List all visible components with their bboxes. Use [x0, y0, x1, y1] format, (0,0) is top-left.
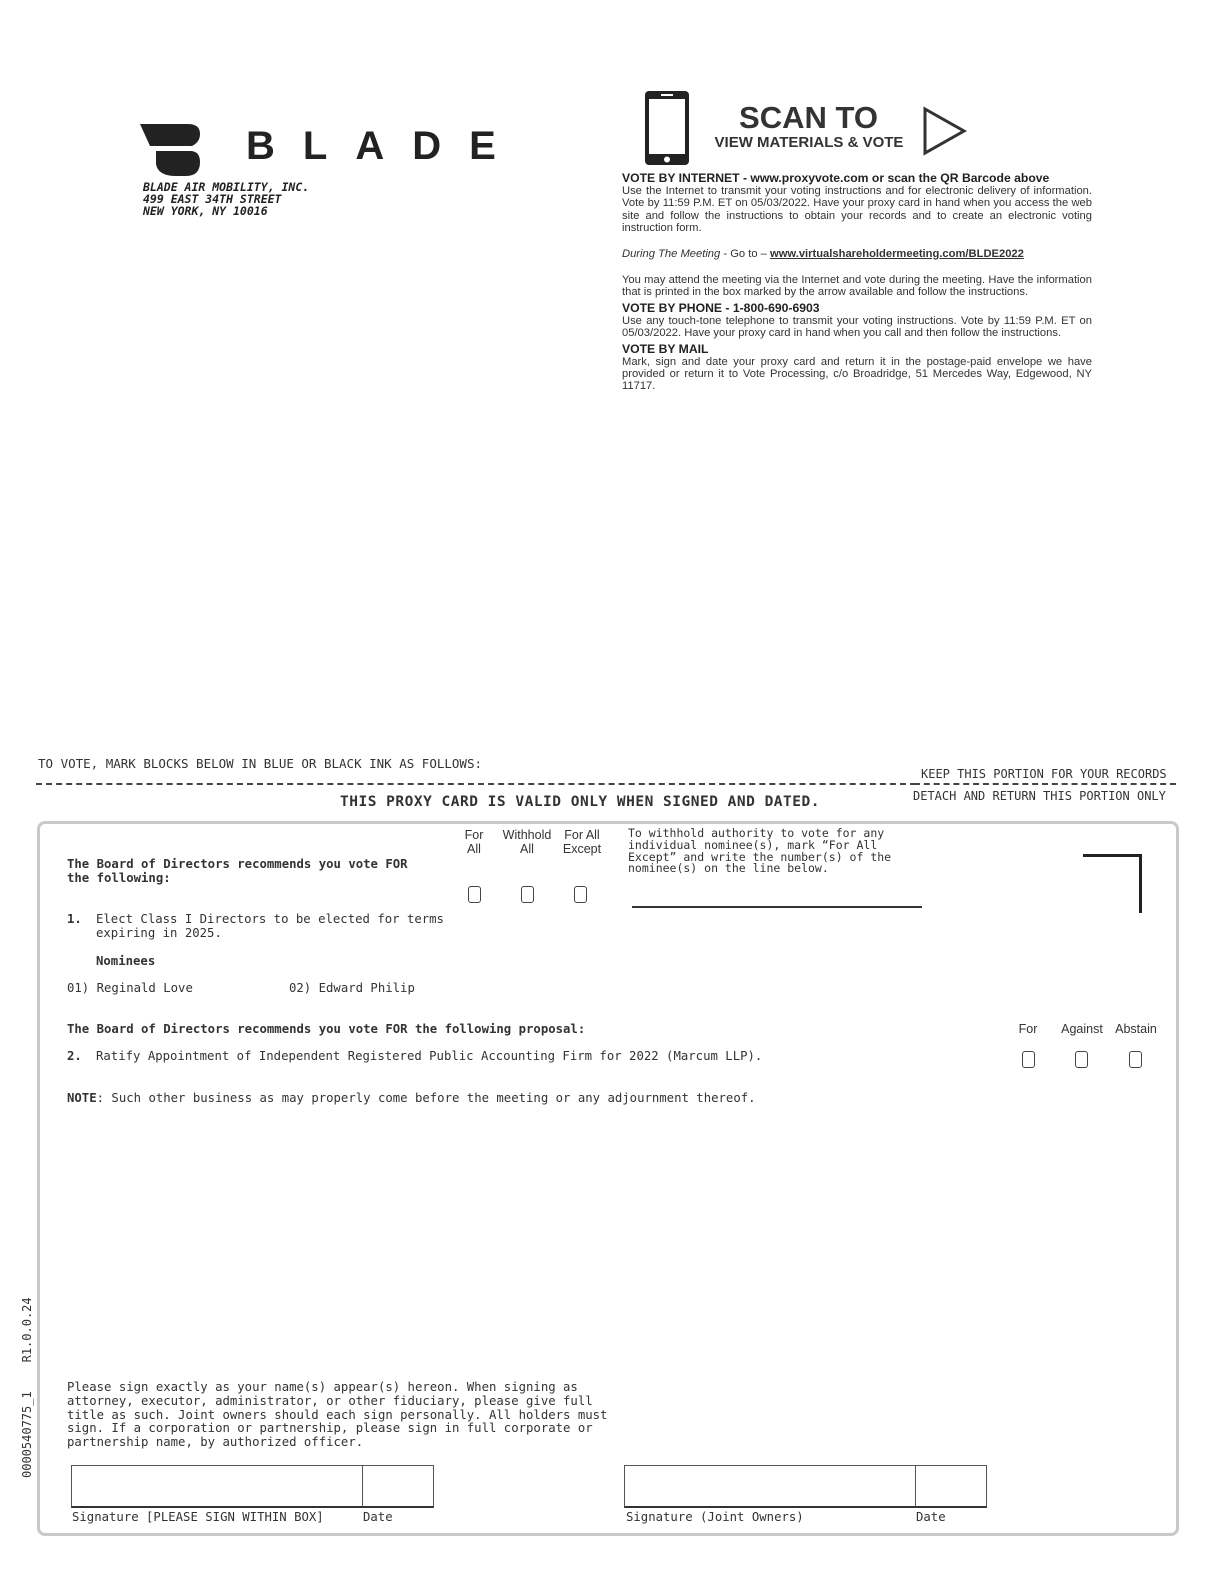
item1-line: Elect Class I Directors to be elected for terms: [96, 912, 444, 926]
signature-box[interactable]: [71, 1465, 363, 1508]
meeting-label: During The Meeting: [622, 247, 721, 260]
col-against: Against: [1061, 1022, 1103, 1036]
date-label: Date: [363, 1510, 393, 1524]
scan-title: SCAN TO: [739, 100, 878, 135]
col-header-line: Withhold: [502, 828, 552, 842]
sign-instructions: [67, 1381, 607, 1450]
item2-for-checkbox[interactable]: [1022, 1051, 1035, 1068]
col-header-line: For All: [564, 828, 600, 842]
withhold-nominee-input[interactable]: [632, 906, 922, 908]
for-all-checkbox[interactable]: [468, 886, 481, 903]
item2-number: 2.: [67, 1049, 82, 1063]
address-line: 499 EAST 34TH STREET: [143, 192, 282, 206]
date-box[interactable]: [362, 1465, 434, 1508]
vote-mail-text: Mark, sign and date your proxy card and return it in the postage-paid envelope we have provided or return it to Vote Processing, c/o Broadridge, 51 Mercedes Way, Edgewood, NY 11717.: [622, 355, 1092, 393]
rec-line: the following:: [67, 871, 171, 885]
detach-dashed-line: [36, 783, 916, 785]
meeting-line: [622, 248, 1092, 260]
board-recommendation-2: The Board of Directors recommends you vote FOR the following proposal:: [67, 1022, 586, 1036]
address-line: NEW YORK, NY 10016: [143, 204, 268, 218]
signature-label: Signature [PLEASE SIGN WITHIN BOX]: [72, 1510, 324, 1524]
withhold-line: individual nominee(s), mark “For All: [628, 837, 878, 852]
meeting-url-link[interactable]: www.virtualshareholdermeeting.com/BLDE2022: [770, 247, 1024, 260]
nominees-label: Nominees: [96, 954, 156, 968]
item1-line: expiring in 2025.: [96, 926, 222, 940]
note-line: [67, 1091, 756, 1105]
scan-subtitle: VIEW MATERIALS & VOTE: [714, 134, 904, 151]
sign-line: attorney, executor, administrator, or other fiduciary, please give full: [67, 1393, 593, 1408]
nominee-2: 02) Edward Philip: [289, 981, 415, 995]
rec-line: The Board of Directors recommends you vote FOR: [67, 857, 408, 871]
joint-signature-label: Signature (Joint Owners): [626, 1510, 804, 1524]
sign-line: Please sign exactly as your name(s) appear(s) hereon. When signing as: [67, 1380, 578, 1394]
board-recommendation-1: [67, 857, 408, 885]
vote-mail-heading: VOTE BY MAIL: [622, 341, 709, 356]
item1-text: [96, 912, 444, 940]
sign-line: partnership name, by authorized officer.: [67, 1435, 364, 1450]
vote-internet-text: Use the Internet to transmit your voting instructions and for electronic delivery of information. Vote by 11:59 P.M. ET on 05/03/2022. Have your proxy card in hand when you access the web site and follow the instructions to obtain your records and to create an electronic voting instruction form.: [622, 185, 1092, 235]
withhold-line: To withhold authority to vote for any: [628, 826, 885, 840]
col-withhold-all: [498, 828, 556, 856]
sign-line: sign. If a corporation or partnership, please sign in full corporate or: [67, 1421, 593, 1436]
detach-portion-label: DETACH AND RETURN THIS PORTION ONLY: [913, 789, 1166, 803]
keep-portion-label: KEEP THIS PORTION FOR YOUR RECORDS: [921, 767, 1167, 781]
phone-icon: [643, 90, 691, 166]
sign-line: title as such. Joint owners should each sign personally. All holders must: [67, 1407, 608, 1422]
col-header-line: All: [467, 842, 481, 856]
col-header-line: All: [520, 842, 534, 856]
joint-date-label: Date: [916, 1510, 946, 1524]
note-text: : Such other business as may properly come before the meeting or any adjournment thereof.: [96, 1091, 756, 1105]
item2-text: Ratify Appointment of Independent Registered Public Accounting Firm for 2022 (Marcum LLP).: [96, 1049, 763, 1063]
item1-number: 1.: [67, 912, 82, 926]
item2-against-checkbox[interactable]: [1075, 1051, 1088, 1068]
address-line: BLADE AIR MOBILITY, INC.: [143, 180, 310, 194]
vote-phone-heading: VOTE BY PHONE - 1-800-690-6903: [622, 300, 820, 315]
company-address: [143, 181, 309, 217]
withhold-line: nominee(s) on the line below.: [628, 861, 829, 876]
col-for: For: [1018, 1022, 1038, 1036]
detach-dashed-line-right: [914, 783, 1176, 785]
logo-wordmark: BLADE: [246, 124, 524, 168]
nominee-1: 01) Reginald Love: [67, 981, 193, 995]
col-for-all-except: [560, 828, 604, 856]
withhold-all-checkbox[interactable]: [521, 886, 534, 903]
col-header-line: Except: [562, 842, 602, 856]
corner-registration-mark: [1083, 854, 1142, 913]
meeting-goto: - Go to –: [720, 247, 771, 260]
vote-instructions: [622, 171, 1092, 393]
joint-signature-box[interactable]: [624, 1465, 916, 1508]
item2-abstain-checkbox[interactable]: [1129, 1051, 1142, 1068]
joint-date-box[interactable]: [915, 1465, 987, 1508]
play-arrow-icon: [922, 106, 968, 156]
note-label: NOTE: [67, 1091, 97, 1105]
col-for-all: [456, 828, 492, 856]
col-abstain: Abstain: [1115, 1022, 1157, 1036]
for-all-except-checkbox[interactable]: [574, 886, 587, 903]
col-header-line: For: [464, 828, 484, 842]
withhold-line: Except” and write the number(s) of the: [628, 849, 892, 864]
vote-internet-heading: VOTE BY INTERNET - www.proxyvote.com or scan the QR Barcode above: [622, 171, 1050, 185]
meeting-text: You may attend the meeting via the Internet and vote during the meeting. Have the information that is printed in the box marked by the arrow available and follow the instructions.: [622, 274, 1092, 299]
side-control-code: 0000540775_1 R1.0.0.24: [20, 1297, 34, 1478]
withhold-instructions: [628, 828, 920, 875]
valid-note: THIS PROXY CARD IS VALID ONLY WHEN SIGNED AND DATED.: [340, 794, 820, 810]
vote-phone-text: Use any touch-tone telephone to transmit your voting instructions. Vote by 11:59 P.M. ET on 05/03/2022. Have your proxy card in hand when you call and then follow the instructions.: [622, 314, 1092, 340]
blade-logo-icon: [140, 124, 202, 176]
mark-instructions: TO VOTE, MARK BLOCKS BELOW IN BLUE OR BLACK INK AS FOLLOWS:: [38, 756, 483, 771]
